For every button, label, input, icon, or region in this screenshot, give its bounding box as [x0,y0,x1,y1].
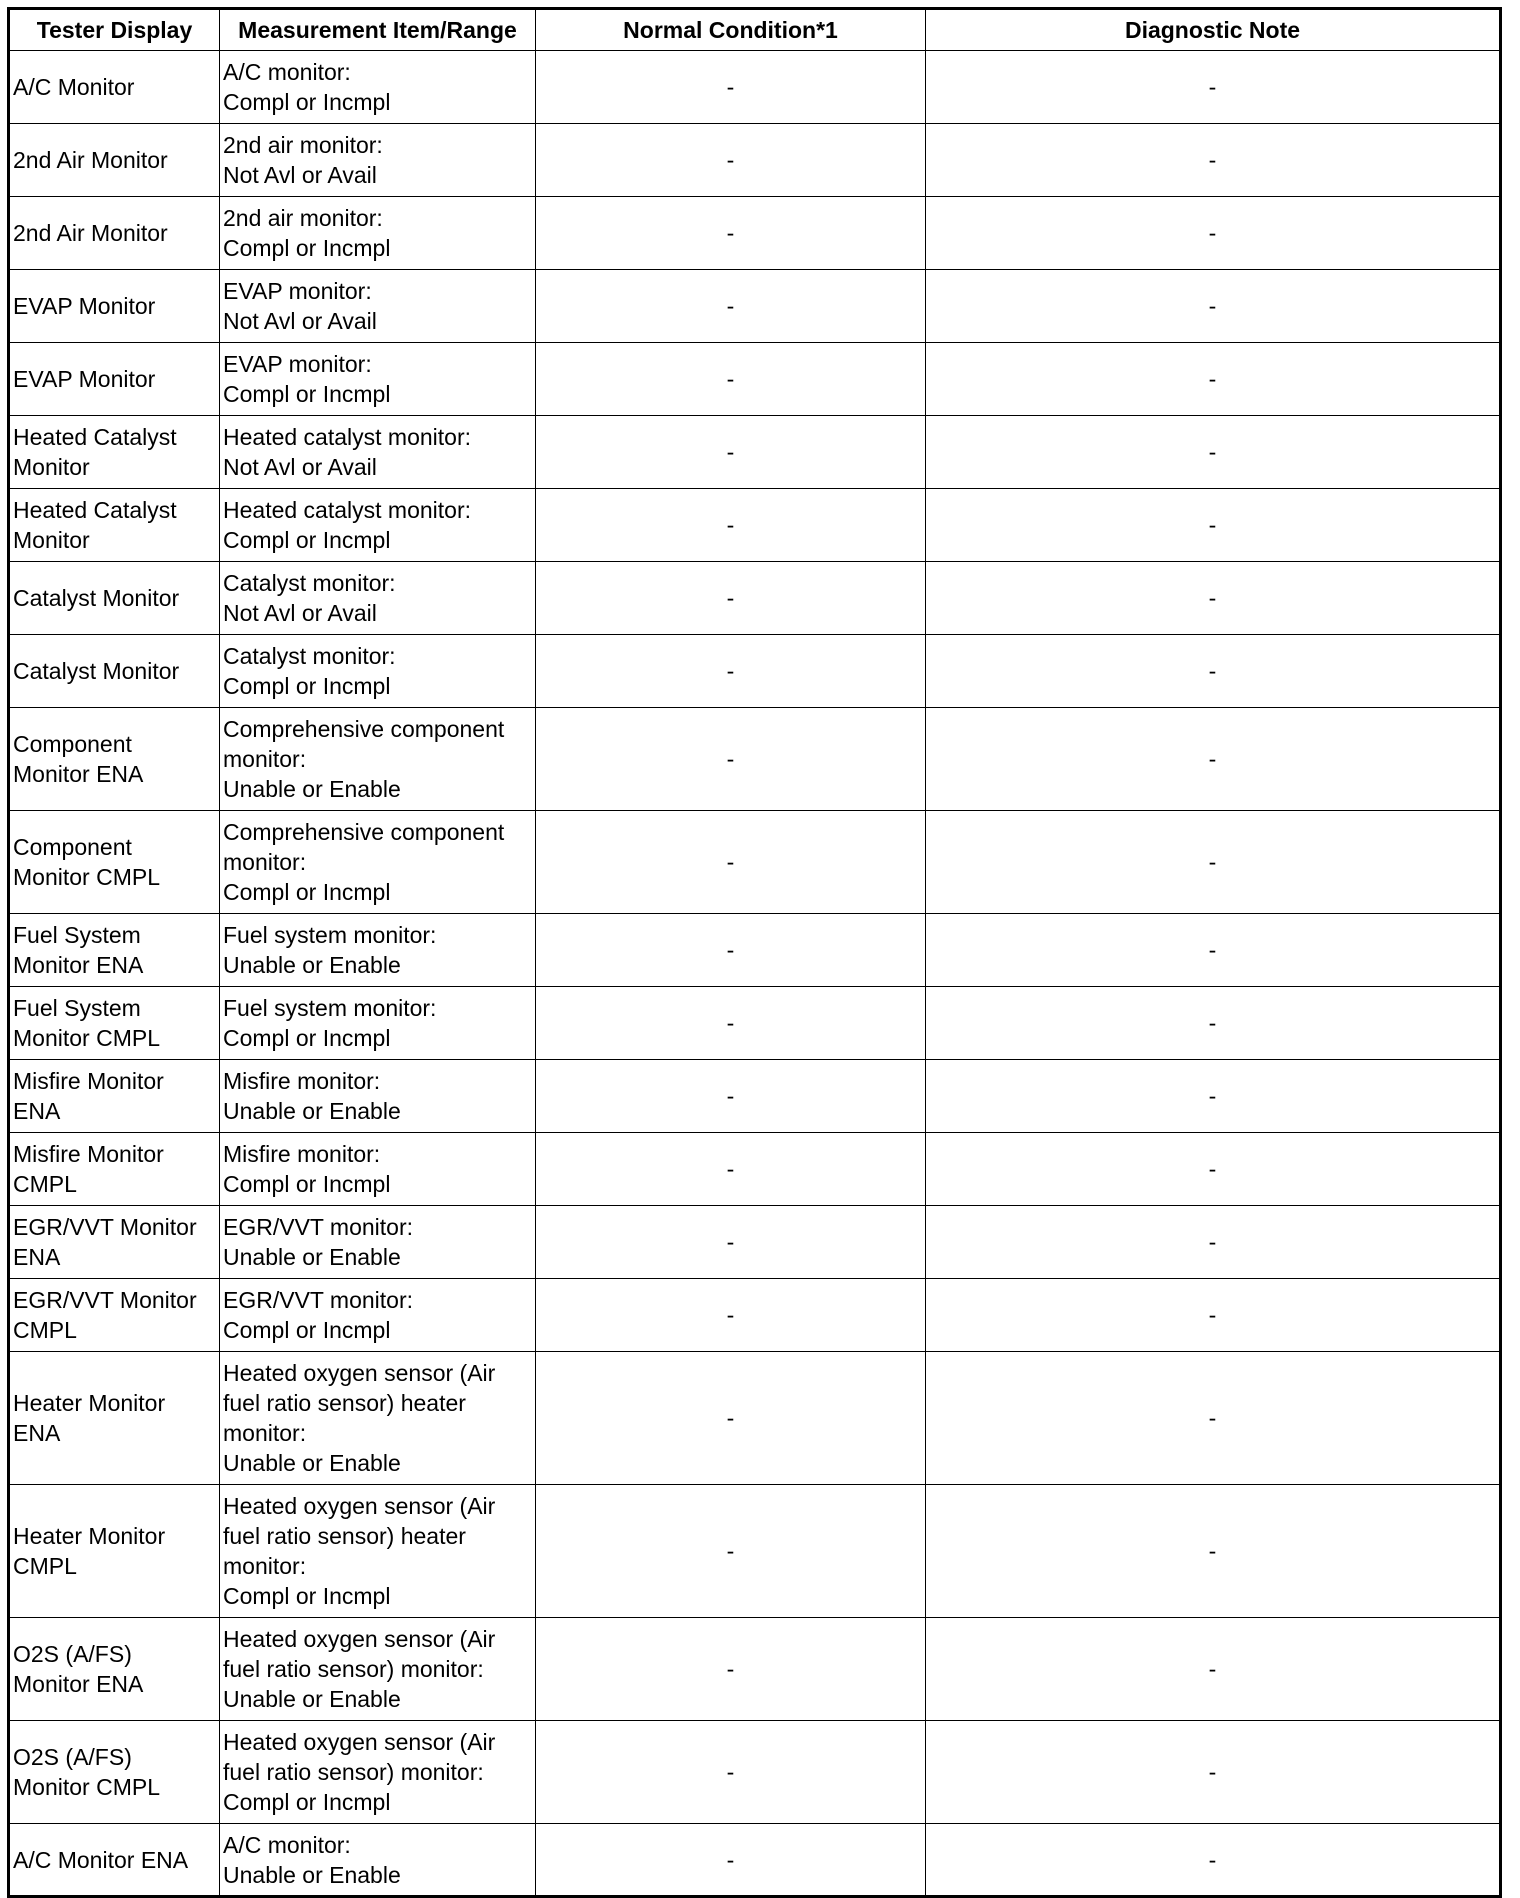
cell-normal-condition: - [536,708,926,811]
cell-tester-display [9,1618,220,1721]
cell-tester-display [9,1279,220,1352]
table-row [9,1206,1501,1279]
table-row [9,1824,1501,1897]
cell-diagnostic-note: - [926,1485,1501,1618]
cell-measurement-item-text: Heated oxygen sensor (Air fuel ratio sensor) heater monitor: Compl or Incmpl [223,1493,496,1609]
cell-tester-display [9,635,220,708]
table-row [9,914,1501,987]
cell-normal-condition: - [536,51,926,124]
cell-tester-display-text: O2S (A/FS) Monitor CMPL [13,1744,160,1800]
cell-measurement-item-text: Misfire monitor: Unable or Enable [223,1068,401,1124]
cell-tester-display-text: Heated Catalyst Monitor [13,424,177,480]
cell-tester-display-text: A/C Monitor ENA [13,1846,189,1873]
cell-tester-display-text: 2nd Air Monitor [13,147,168,173]
table-body [9,51,1501,1897]
table-row [9,1279,1501,1352]
cell-normal-condition: - [536,1279,926,1352]
table-row [9,987,1501,1060]
cell-measurement-item [220,1618,536,1721]
cell-diagnostic-note: - [926,1618,1501,1721]
table-header-row [9,9,1501,51]
table-row [9,489,1501,562]
cell-tester-display [9,489,220,562]
cell-measurement-item [220,416,536,489]
cell-measurement-item-text: Catalyst monitor: Compl or Incmpl [223,643,396,699]
cell-tester-display [9,1060,220,1133]
cell-tester-display [9,1485,220,1618]
cell-diagnostic-note: - [926,1352,1501,1485]
cell-measurement-item [220,1206,536,1279]
cell-measurement-item [220,708,536,811]
cell-measurement-item-text: EGR/VVT monitor: Unable or Enable [223,1214,414,1270]
cell-measurement-item-text: Heated catalyst monitor: Compl or Incmpl [223,497,472,553]
cell-tester-display [9,270,220,343]
cell-tester-display [9,51,220,124]
cell-measurement-item [220,1824,536,1897]
cell-measurement-item [220,343,536,416]
cell-diagnostic-note: - [926,197,1501,270]
cell-tester-display [9,1824,220,1897]
cell-diagnostic-note: - [926,635,1501,708]
cell-tester-display-text: Catalyst Monitor [13,585,180,611]
cell-measurement-item-text: Fuel system monitor: Unable or Enable [223,922,437,978]
cell-measurement-item-text: Comprehensive component monitor: Compl or Incmpl [223,819,505,905]
table-row [9,811,1501,914]
cell-measurement-item-text: Heated oxygen sensor (Air fuel ratio sensor) monitor: Unable or Enable [223,1626,496,1712]
cell-measurement-item [220,1133,536,1206]
table-row [9,124,1501,197]
cell-diagnostic-note: - [926,1206,1501,1279]
cell-measurement-item-text: Comprehensive component monitor: Unable or Enable [223,716,505,802]
cell-normal-condition: - [536,1824,926,1897]
cell-tester-display-text: Fuel System Monitor ENA [13,922,144,978]
table-row [9,1721,1501,1824]
cell-diagnostic-note: - [926,1133,1501,1206]
cell-diagnostic-note: - [926,914,1501,987]
table-row [9,1133,1501,1206]
cell-tester-display [9,1352,220,1485]
cell-diagnostic-note: - [926,343,1501,416]
cell-measurement-item-text: Fuel system monitor: Compl or Incmpl [223,995,437,1051]
cell-measurement-item [220,124,536,197]
cell-measurement-item-text: A/C monitor: Compl or Incmpl [223,59,391,115]
cell-tester-display-text: 2nd Air Monitor [13,220,168,246]
cell-tester-display-text: EGR/VVT Monitor CMPL [13,1287,197,1343]
monitor-status-table [7,7,1502,1898]
header-diagnostic-note: Diagnostic Note [926,9,1501,51]
cell-measurement-item [220,1485,536,1618]
cell-normal-condition: - [536,124,926,197]
cell-tester-display [9,343,220,416]
cell-tester-display [9,987,220,1060]
table-row [9,635,1501,708]
cell-tester-display-text: Component Monitor CMPL [13,834,160,890]
cell-tester-display-text: Heater Monitor ENA [13,1390,166,1446]
cell-normal-condition: - [536,1352,926,1485]
cell-normal-condition: - [536,343,926,416]
cell-measurement-item [220,562,536,635]
cell-tester-display [9,811,220,914]
table-row [9,1352,1501,1485]
cell-normal-condition: - [536,562,926,635]
cell-diagnostic-note: - [926,708,1501,811]
cell-measurement-item [220,987,536,1060]
cell-measurement-item-text: 2nd air monitor: Not Avl or Avail [223,132,383,188]
header-measurement-item: Measurement Item/Range [220,9,536,51]
cell-measurement-item [220,1060,536,1133]
cell-measurement-item-text: Heated oxygen sensor (Air fuel ratio sensor) heater monitor: Unable or Enable [223,1360,496,1476]
cell-tester-display [9,197,220,270]
cell-tester-display [9,914,220,987]
cell-measurement-item [220,51,536,124]
cell-measurement-item-text: EVAP monitor: Compl or Incmpl [223,351,391,407]
cell-normal-condition: - [536,1618,926,1721]
cell-diagnostic-note: - [926,51,1501,124]
cell-tester-display [9,562,220,635]
cell-diagnostic-note: - [926,124,1501,197]
cell-tester-display [9,708,220,811]
cell-diagnostic-note: - [926,416,1501,489]
cell-measurement-item-text: Catalyst monitor: Not Avl or Avail [223,570,396,626]
cell-normal-condition: - [536,416,926,489]
cell-diagnostic-note: - [926,1824,1501,1897]
cell-tester-display-text: Fuel System Monitor CMPL [13,995,160,1051]
cell-diagnostic-note: - [926,1279,1501,1352]
cell-measurement-item [220,270,536,343]
cell-measurement-item [220,914,536,987]
cell-tester-display [9,1133,220,1206]
cell-diagnostic-note: - [926,811,1501,914]
cell-measurement-item [220,1352,536,1485]
cell-tester-display-text: Catalyst Monitor [13,658,180,684]
cell-tester-display [9,416,220,489]
cell-diagnostic-note: - [926,562,1501,635]
cell-measurement-item-text: Heated oxygen sensor (Air fuel ratio sensor) monitor: Compl or Incmpl [223,1729,496,1815]
cell-normal-condition: - [536,1721,926,1824]
cell-tester-display-text: EVAP Monitor [13,293,156,319]
cell-measurement-item [220,489,536,562]
cell-normal-condition: - [536,635,926,708]
cell-normal-condition: - [536,270,926,343]
cell-measurement-item-text: EGR/VVT monitor: Compl or Incmpl [223,1287,414,1343]
cell-normal-condition: - [536,914,926,987]
cell-measurement-item-text: A/C monitor: Unable or Enable [223,1831,401,1888]
cell-diagnostic-note: - [926,1060,1501,1133]
cell-tester-display-text: Component Monitor ENA [13,731,144,787]
cell-measurement-item-text: 2nd air monitor: Compl or Incmpl [223,205,391,261]
table-row [9,51,1501,124]
cell-tester-display-text: A/C Monitor [13,74,135,100]
cell-measurement-item-text: Heated catalyst monitor: Not Avl or Avail [223,424,472,480]
cell-normal-condition: - [536,197,926,270]
cell-measurement-item [220,197,536,270]
table-row [9,1060,1501,1133]
cell-normal-condition: - [536,489,926,562]
table-row [9,197,1501,270]
cell-normal-condition: - [536,1206,926,1279]
cell-tester-display [9,124,220,197]
cell-normal-condition: - [536,1485,926,1618]
table-row [9,416,1501,489]
cell-tester-display [9,1721,220,1824]
cell-diagnostic-note: - [926,1721,1501,1824]
cell-diagnostic-note: - [926,270,1501,343]
header-normal-condition: Normal Condition*1 [536,9,926,51]
cell-tester-display-text: Misfire Monitor CMPL [13,1141,164,1197]
cell-measurement-item [220,811,536,914]
cell-normal-condition: - [536,1060,926,1133]
cell-measurement-item [220,1721,536,1824]
table-row [9,708,1501,811]
table-row [9,1485,1501,1618]
cell-tester-display-text: Heated Catalyst Monitor [13,497,177,553]
header-tester-display: Tester Display [9,9,220,51]
cell-measurement-item [220,635,536,708]
cell-measurement-item-text: EVAP monitor: Not Avl or Avail [223,278,377,334]
cell-diagnostic-note: - [926,489,1501,562]
cell-measurement-item-text: Misfire monitor: Compl or Incmpl [223,1141,391,1197]
table-row [9,1618,1501,1721]
cell-tester-display-text: Heater Monitor CMPL [13,1523,166,1579]
table-row [9,270,1501,343]
cell-tester-display-text: EGR/VVT Monitor ENA [13,1214,197,1270]
cell-tester-display [9,1206,220,1279]
table-row [9,562,1501,635]
table-row [9,343,1501,416]
cell-normal-condition: - [536,811,926,914]
cell-tester-display-text: O2S (A/FS) Monitor ENA [13,1641,144,1697]
cell-normal-condition: - [536,987,926,1060]
cell-tester-display-text: Misfire Monitor ENA [13,1068,164,1124]
cell-tester-display-text: EVAP Monitor [13,366,156,392]
cell-diagnostic-note: - [926,987,1501,1060]
cell-measurement-item [220,1279,536,1352]
cell-normal-condition: - [536,1133,926,1206]
